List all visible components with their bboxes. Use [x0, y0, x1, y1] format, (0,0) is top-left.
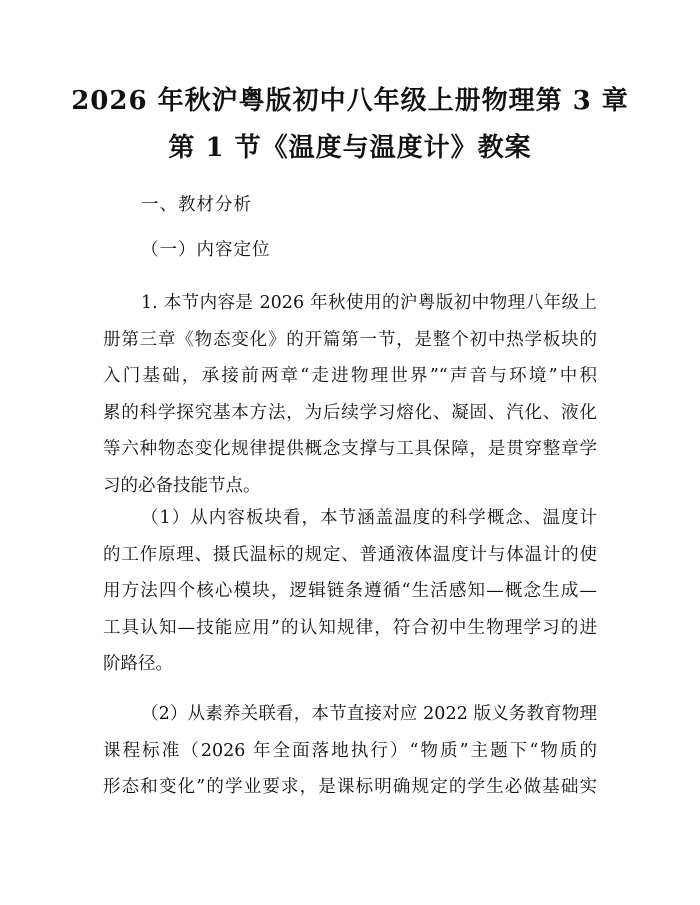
document-title-line-2: 第 1 节《温度与温度计》教案 [168, 133, 532, 163]
paragraph-3 [103, 696, 597, 806]
paragraph-line: （2）从素养关联看，本节直接对应 2022 版义务教育物理 [141, 704, 597, 724]
paragraph-line: 工具认知—技能应用”的认知规律，符合初中生物理学习的进 [103, 617, 597, 638]
paragraph-line: （1）从内容板块看，本节涵盖温度的科学概念、温度计 [141, 508, 597, 528]
subsection-heading: （一）内容定位 [141, 240, 271, 260]
document-title-line-1: 2026 年秋沪粤版初中八年级上册物理第 3 章 [71, 86, 629, 116]
paragraph-line: 阶路径。 [103, 654, 173, 675]
paragraph-line: 入门基础，承接前两章“走进物理世界”“声音与环境”中积 [103, 366, 597, 387]
paragraph-line: 的工作原理、摄氏温标的规定、普通液体温度计与体温计的使 [103, 544, 597, 565]
paragraph-1 [103, 285, 597, 505]
paragraph-line: 形态和变化”的学业要求，是课标明确规定的学生必做基础实 [103, 777, 597, 798]
paragraph-line: 课程标准（2026 年全面落地执行）“物质”主题下“物质的 [103, 740, 597, 761]
section-heading: 一、教材分析 [141, 195, 252, 215]
paragraph-line: 册第三章《物态变化》的开篇第一节，是整个初中热学板块的 [103, 329, 597, 350]
paragraph-line: 累的科学探究基本方法，为后续学习熔化、凝固、汽化、液化 [103, 402, 597, 423]
paragraph-line: 等六种物态变化规律提供概念支撑与工具保障，是贯穿整章学 [103, 439, 597, 460]
paragraph-line: 1. 本节内容是 2026 年秋使用的沪粤版初中物理八年级上 [141, 293, 597, 313]
paragraph-line: 用方法四个核心模块，逻辑链条遵循“生活感知—概念生成— [103, 581, 597, 602]
paragraph-line: 习的必备技能节点。 [103, 475, 261, 496]
paragraph-2 [103, 500, 597, 683]
